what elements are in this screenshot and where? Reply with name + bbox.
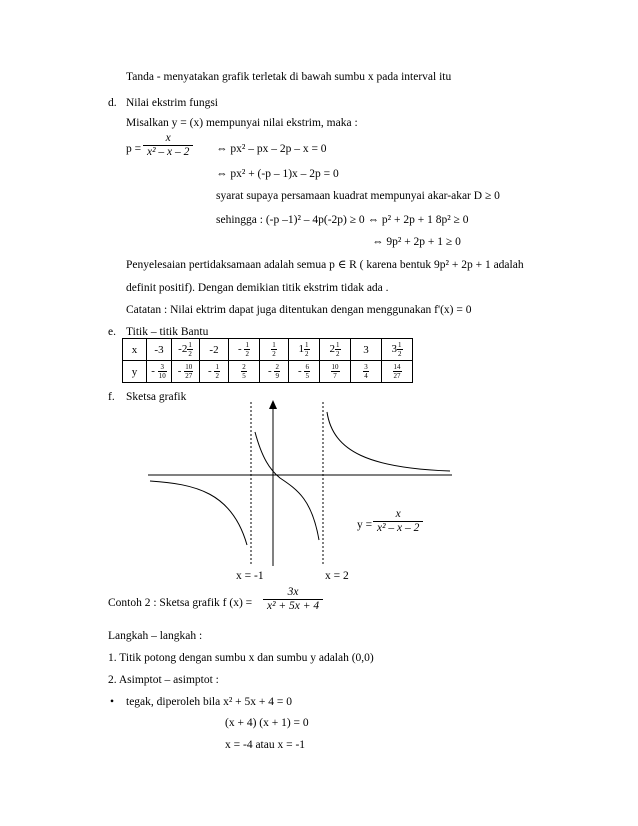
item-d-label: d. [108, 97, 117, 109]
example-2-title: Contoh 2 : Sketsa grafik f (x) = [108, 597, 253, 609]
equation-2: ⇔ px² + (-p – 1)x – 2p = 0 [216, 168, 339, 180]
equation-5: ⇔ 9p² + 2p + 1 ≥ 0 [372, 236, 461, 248]
table-cell: $\frac{1}{2}$ [260, 339, 289, 361]
table-cell: - $\frac{1}{2}$ [229, 339, 260, 361]
example-2-numerator: 3x [263, 586, 323, 600]
asymptote-label-right: x = 2 [325, 570, 349, 582]
table-cell: 1 $\frac{1}{2}$ [289, 339, 320, 361]
table-cell: - $\frac{1}{2}$ [200, 361, 229, 383]
p-equals: p = [126, 143, 142, 155]
table-cell: - $\frac{2}{9}$ [260, 361, 289, 383]
fraction-1-denominator: x² – x – 2 [147, 146, 190, 158]
table-cell: -2 $\frac{1}{2}$ [172, 339, 200, 361]
item-f-title: Sketsa grafik [126, 391, 187, 403]
graph-fraction [373, 508, 423, 535]
equation-3: syarat supaya persamaan kuadrat mempunyai akar-akar D ≥ 0 [216, 190, 500, 202]
graph-fraction-denominator: x² – x – 2 [377, 522, 420, 534]
curve-left-branch [150, 481, 247, 545]
table-cell: 2 $\frac{1}{2}$ [320, 339, 351, 361]
table-cell: $\frac{10}{7}$ [320, 361, 351, 383]
steps-heading: Langkah – langkah : [108, 630, 203, 642]
item-e-label: e. [108, 326, 116, 338]
table-cell: -2 [200, 339, 229, 361]
factored-equation: (x + 4) (x + 1) = 0 [225, 717, 309, 729]
table-cell: - $\frac{10}{27}$ [172, 361, 200, 383]
line-misalkan: Misalkan y = (x) mempunyai nilai ekstrim, maka : [126, 117, 358, 129]
equation-1: ⇔ px² – px – 2p – x = 0 [216, 143, 327, 155]
item-e-title: Titik – titik Bantu [126, 326, 209, 338]
asymptote-label-left: x = -1 [236, 570, 264, 582]
item-f-label: f. [108, 391, 115, 403]
example-2-denominator: x² + 5x + 4 [267, 600, 320, 612]
curve-middle-branch [255, 432, 319, 540]
table-cell: 3 $\frac{1}{2}$ [382, 339, 413, 361]
table-cell: 3 [351, 339, 382, 361]
paragraph-3: Catatan : Nilai ektrim dapat juga ditentukan dengan menggunakan f'(x) = 0 [126, 304, 472, 316]
bullet-icon: • [110, 696, 115, 708]
curve-right-branch [327, 412, 450, 471]
table-cell: $\frac{2}{5}$ [229, 361, 260, 383]
table-header-y: y [123, 361, 147, 383]
table-cell: $\frac{14}{27}$ [382, 361, 413, 383]
item-d-title: Nilai ekstrim fungsi [126, 97, 218, 109]
paragraph-2: definit positif). Dengan demikian titik ekstrim tidak ada . [126, 282, 389, 294]
table-cell: $\frac{3}{4}$ [351, 361, 382, 383]
intro-line: Tanda - menyatakan grafik terletak di bawah sumbu x pada interval itu [126, 71, 452, 83]
graph-label-y: y = [357, 519, 373, 531]
graph-fraction-numerator: x [373, 508, 423, 522]
equation-4: sehingga : (-p –1)² – 4p(-2p) ≥ 0 ⇔ p² + 2p + 1 8p² ≥ 0 [216, 214, 469, 226]
step-1: 1. Titik potong dengan sumbu x dan sumbu y adalah (0,0) [108, 652, 374, 664]
step-2: 2. Asimptot – asimptot : [108, 674, 219, 686]
step-vertical-asymptote: tegak, diperoleh bila x² + 5x + 4 = 0 [126, 696, 292, 708]
example-2-fraction [263, 586, 323, 613]
table-cell: - $\frac{3}{10}$ [147, 361, 172, 383]
roots-equation: x = -4 atau x = -1 [225, 739, 306, 751]
y-axis-arrow [269, 400, 277, 409]
paragraph-1: Penyelesaian pertidaksamaan adalah semua p ∈ R ( karena bentuk 9p² + 2p + 1 adalah [126, 259, 524, 271]
table-cell: -3 [147, 339, 172, 361]
fraction-1-numerator: x [143, 132, 193, 146]
table-cell: - $\frac{6}{5}$ [289, 361, 320, 383]
table-header-x: x [123, 339, 147, 361]
